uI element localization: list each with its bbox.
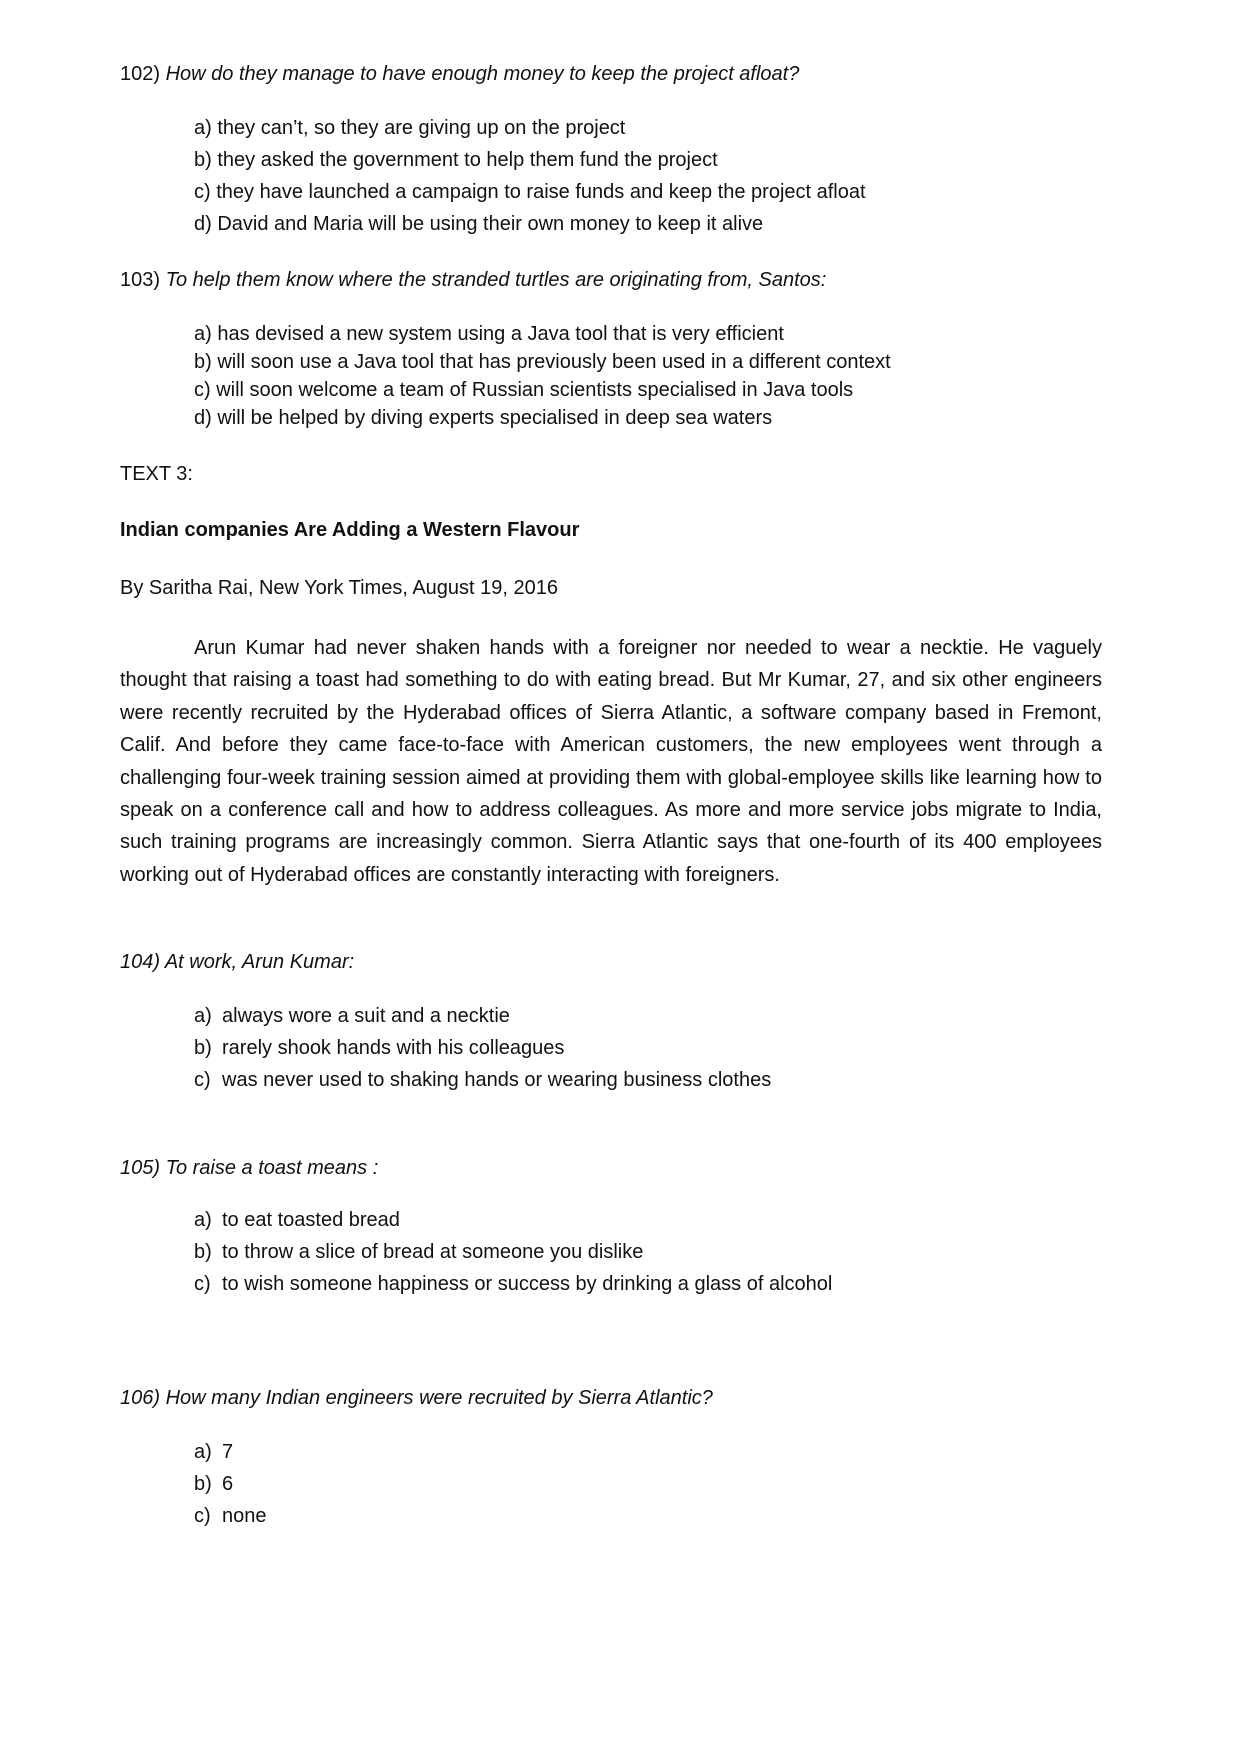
question-103-prompt: To help them know where the stranded turtles are originating from, Santos:: [165, 269, 827, 291]
question-103-option-a: a) has devised a new system using a Java tool that is very efficient: [194, 323, 784, 345]
question-104-option-c: [194, 1068, 771, 1092]
option-letter: b): [194, 1241, 212, 1263]
option-letter: a): [194, 1209, 212, 1231]
question-103-option-b: b) will soon use a Java tool that has previously been used in a different context: [194, 351, 891, 373]
question-104-option-b: [194, 1036, 564, 1060]
question-104-prompt: 104) At work, Arun Kumar:: [120, 951, 355, 973]
option-letter: b): [194, 1473, 212, 1495]
question-105-option-b: [194, 1240, 643, 1264]
option-text: 7: [222, 1441, 234, 1463]
question-104-option-a: [194, 1004, 510, 1028]
question-102-option-b: b) they asked the government to help them fund the project: [194, 149, 718, 171]
text3-paragraph: [120, 632, 1102, 891]
option-text: to wish someone happiness or success by drinking a glass of alcohol: [222, 1273, 833, 1295]
text3-byline: By Saritha Rai, New York Times, August 19, 2016: [120, 577, 559, 599]
question-102-prompt: How do they manage to have enough money to keep the project afloat?: [165, 63, 800, 85]
question-103-number: 103): [120, 269, 161, 291]
question-102-option-d: d) David and Maria will be using their own money to keep it alive: [194, 213, 764, 235]
question-105-prompt: 105) To raise a toast means :: [120, 1157, 379, 1179]
text3-title: Indian companies Are Adding a Western Flavour: [120, 519, 580, 541]
option-letter: c): [194, 1505, 211, 1527]
option-letter: a): [194, 1005, 212, 1027]
question-102-option-a: a) they can’t, so they are giving up on the project: [194, 117, 626, 139]
question-102-number: 102): [120, 63, 161, 85]
option-text: to eat toasted bread: [222, 1209, 400, 1231]
option-text: 6: [222, 1473, 234, 1495]
question-106-option-c: [194, 1504, 267, 1528]
option-letter: c): [194, 1069, 211, 1091]
question-106-prompt: 106) How many Indian engineers were recruited by Sierra Atlantic?: [120, 1387, 713, 1409]
question-105-option-a: [194, 1208, 400, 1232]
question-103-option-d: d) will be helped by diving experts specialised in deep sea waters: [194, 407, 773, 429]
option-text: rarely shook hands with his colleagues: [222, 1037, 565, 1059]
text3-label: TEXT 3:: [120, 463, 193, 485]
text3-paragraph-text: Arun Kumar had never shaken hands with a foreigner nor needed to wear a necktie. He vaguely thought that raising a toast had something to do with eating bread. But Mr Kumar, 27, and six other engineers were recently recruited by the Hyderabad offices of Sierra Atlantic, a software company based in Fremont, Calif. And before they came face-to-face with American customers, the new employees went through a challenging four-week training session aimed at providing them with global-employee skills like learning how to speak on a conference call and how to address colleagues. As more and more service jobs migrate to India, such training programs are increasingly common. Sierra Atlantic says that one-fourth of its 400 employees working out of Hyderabad offices are constantly interacting with foreigners.: [120, 637, 1102, 886]
question-103-option-c: c) will soon welcome a team of Russian scientists specialised in Java tools: [194, 379, 854, 401]
question-105-option-c: [194, 1272, 832, 1296]
question-102: [120, 62, 799, 86]
option-text: none: [222, 1505, 267, 1527]
option-letter: c): [194, 1273, 211, 1295]
option-text: to throw a slice of bread at someone you dislike: [222, 1241, 644, 1263]
option-letter: a): [194, 1441, 212, 1463]
question-103: [120, 268, 826, 292]
question-102-option-c: c) they have launched a campaign to raise funds and keep the project afloat: [194, 181, 866, 203]
option-text: always wore a suit and a necktie: [222, 1005, 510, 1027]
option-text: was never used to shaking hands or wearing business clothes: [222, 1069, 772, 1091]
question-106-option-b: [194, 1472, 233, 1496]
option-letter: b): [194, 1037, 212, 1059]
question-106-option-a: [194, 1440, 233, 1464]
